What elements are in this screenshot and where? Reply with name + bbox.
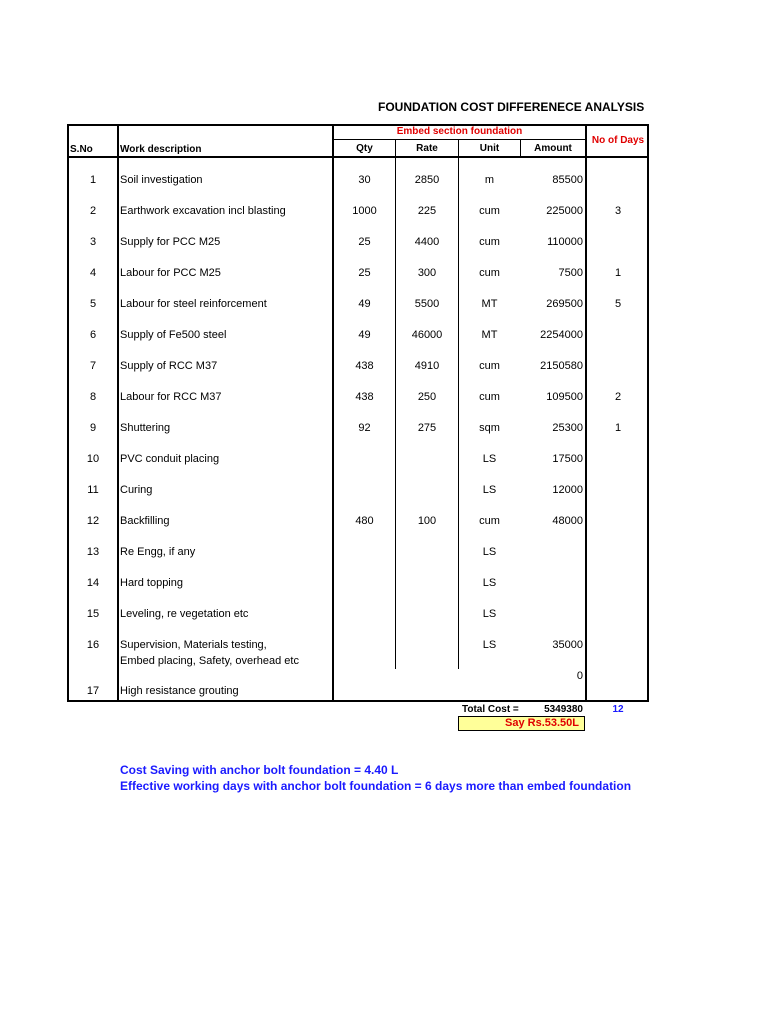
row-sno: 2 (89, 205, 97, 217)
row-desc: Supply for PCC M25 (120, 236, 221, 248)
row-sno: 3 (89, 236, 97, 248)
col-divider (395, 139, 396, 669)
row-qty: 25 (358, 236, 371, 248)
row-rate: 5500 (414, 298, 440, 310)
row-sno: 14 (86, 577, 100, 589)
header-bottom-line (67, 156, 649, 158)
row-qty: 480 (355, 515, 374, 527)
row-amount: 35000 (552, 639, 583, 651)
row-sno: 11 (87, 484, 99, 496)
row-amount: 12000 (552, 484, 583, 496)
row-qty: 92 (358, 422, 371, 434)
row-sno: 13 (86, 546, 100, 558)
row-amount: 110000 (547, 236, 583, 248)
row-unit: LS (482, 577, 497, 589)
row-qty: 49 (358, 329, 371, 341)
row17-desc: High resistance grouting (120, 685, 239, 697)
rate-header: Rate (416, 143, 438, 154)
sno-header: S.No (70, 144, 93, 155)
row-desc: Soil investigation (120, 174, 203, 186)
row-sno: 8 (89, 391, 97, 403)
row-divider (333, 139, 586, 140)
row-unit: m (484, 174, 495, 186)
row-desc: Leveling, re vegetation etc (120, 608, 249, 620)
amount-header: Amount (534, 143, 572, 154)
row-amount: 17500 (552, 453, 583, 465)
row-amount: 25300 (552, 422, 583, 434)
row-qty: 49 (358, 298, 371, 310)
row-sno: 1 (89, 174, 97, 186)
row-rate: 4400 (414, 236, 440, 248)
row-sno: 6 (89, 329, 97, 341)
row-desc: Labour for steel reinforcement (120, 298, 267, 310)
row-unit: cum (479, 236, 500, 248)
row-sno: 15 (86, 608, 100, 620)
row-rate: 300 (417, 267, 437, 279)
row-qty: 438 (355, 360, 374, 372)
say-amount-box: Say Rs.53.50L (458, 716, 585, 731)
row-days: 5 (614, 298, 622, 310)
row-rate: 2850 (414, 174, 440, 186)
row-amount: 48000 (552, 515, 583, 527)
row-unit: cum (479, 391, 500, 403)
row-unit: cum (479, 267, 500, 279)
row-days: 1 (614, 267, 622, 279)
qty-header: Qty (356, 143, 373, 154)
row-desc: Curing (120, 484, 153, 496)
row-desc: Supervision, Materials testing, (120, 639, 267, 651)
total-amount: 5349380 (544, 704, 583, 715)
row-sno: 9 (89, 422, 97, 434)
row-qty: 30 (358, 174, 371, 186)
row-desc: Earthwork excavation incl blasting (120, 205, 286, 217)
working-days-note: Effective working days with anchor bolt foundation = 6 days more than embed foundation (120, 779, 632, 793)
row-unit: cum (479, 360, 500, 372)
row-unit: LS (482, 453, 497, 465)
row-unit: cum (479, 515, 500, 527)
row-desc: Hard topping (120, 577, 183, 589)
row-days: 2 (614, 391, 622, 403)
row-desc: Re Engg, if any (120, 546, 196, 558)
row-amount: 7500 (558, 267, 583, 279)
row-amount: 269500 (546, 298, 583, 310)
page-title: FOUNDATION COST DIFFERENECE ANALYSIS (378, 100, 645, 114)
row-desc: Labour for RCC M37 (120, 391, 222, 403)
row-rate: 250 (417, 391, 437, 403)
row-amount: 85500 (552, 174, 583, 186)
row-rate: 4910 (414, 360, 440, 372)
row-desc: PVC conduit placing (120, 453, 220, 465)
row-rate: 46000 (411, 329, 443, 341)
row-qty: 25 (358, 267, 371, 279)
row-desc: Supply of Fe500 steel (120, 329, 227, 341)
total-label: Total Cost = (462, 704, 519, 715)
row-unit: LS (482, 608, 497, 620)
row-unit: cum (479, 205, 500, 217)
row-qty: 438 (355, 391, 374, 403)
desc-header: Work description (120, 144, 202, 155)
row-days: 1 (614, 422, 622, 434)
row-amount: 2254000 (540, 329, 583, 341)
row-amount: 225000 (546, 205, 583, 217)
row-rate: 225 (417, 205, 437, 217)
row-unit: MT (481, 298, 498, 310)
row-days: 3 (614, 205, 622, 217)
row-unit: LS (482, 546, 497, 558)
row-unit: sqm (479, 422, 500, 434)
days-header: No of Days (591, 135, 645, 146)
col-divider (117, 124, 119, 702)
cost-saving-note: Cost Saving with anchor bolt foundation = 4.40 L (120, 763, 399, 777)
row-desc: Supply of RCC M37 (120, 360, 218, 372)
row-sno: 5 (89, 298, 97, 310)
row-unit: LS (482, 484, 497, 496)
row-sno: 7 (89, 360, 97, 372)
unit-header: Unit (479, 143, 500, 154)
group-header: Embed section foundation (396, 126, 523, 137)
total-days: 12 (612, 704, 624, 715)
row-unit: MT (481, 329, 498, 341)
row-sno: 12 (86, 515, 100, 527)
row-qty: 1000 (352, 205, 377, 217)
row-rate: 275 (417, 422, 437, 434)
row-sno: 16 (86, 639, 100, 651)
row-amount: 109500 (546, 391, 583, 403)
row-sno: 10 (86, 453, 100, 465)
row17-sno: 17 (86, 685, 100, 697)
row-sno: 4 (89, 267, 97, 279)
row-amount: 2150580 (540, 360, 583, 372)
row17-amount: 0 (576, 670, 583, 682)
row-desc: Shuttering (120, 422, 171, 434)
row-unit: LS (482, 639, 497, 651)
row-rate: 100 (417, 515, 437, 527)
row-desc-line2: Embed placing, Safety, overhead etc (120, 655, 299, 667)
row-desc: Backfilling (120, 515, 170, 527)
row-desc: Labour for PCC M25 (120, 267, 221, 279)
